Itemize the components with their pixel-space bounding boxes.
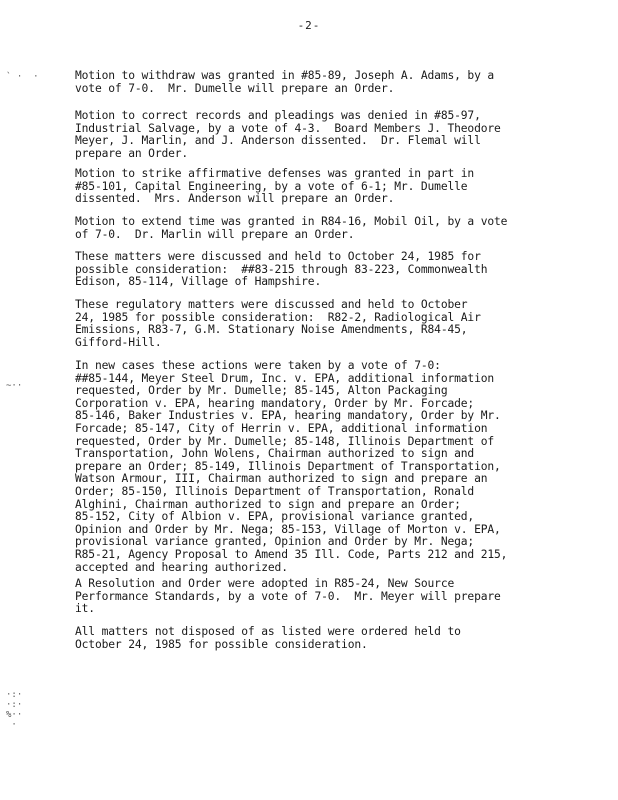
paragraph-all-matters: All matters not disposed of as listed were ordered held to October 24, 1985 for possible consideration.: [75, 625, 461, 651]
paragraph-new-cases: In new cases these actions were taken by a vote of 7-0: ##85-144, Meyer Steel Drum, Inc. v. EPA, additional information requested, Order by Mr. Dumelle; 85-145, Alton Packaging Corporation v. EPA, hearing mandatory, Order by Mr. Forcade; 85-146, Baker Industries v. EPA, hearing mandatory, Order by Mr. Forcade; 85-147, City of Herrin v. EPA, additional information requested, Order by Mr. Dumelle; 85-148, Illinois Department of Transportation, John Wolens, Chairman authorized to sign and prepare an Order; 85-149, Illinois Department of Transportation, Watson Armour, III, Chairman authorized to sign and prepare an Order; 85-150, Illinois Department of Transportation, Ronald Alghini, Chairman authorized to sign and prepare an Order; 85-152, City of Albion v. EPA, provisional variance granted, Opinion and Order by Mr. Nega; 85-153, Village of Morton v. EPA, provisional variance granted, Opinion and Order by Mr. Nega; R85-21, Agency Proposal to Amend 35 Ill. Code, Parts 212 and 215, accepted and hearing authorized.: [75, 359, 508, 574]
paragraph-correct-records: Motion to correct records and pleadings was denied in #85-97, Industrial Salvage, by a vote of 4-3. Board Members J. Theodore Meyer, J. Marlin, and J. Anderson dissented. Dr. Flemal will prepare an Order.: [75, 109, 501, 160]
paragraph-withdraw: Motion to withdraw was granted in #85-89, Joseph A. Adams, by a vote of 7-0. Mr. Dumelle will prepare an Order.: [75, 69, 495, 95]
margin-mark-top: ` · ·: [6, 72, 39, 82]
paragraph-held-matters: These matters were discussed and held to October 24, 1985 for possible consideration: ##83-215 through 83-223, Commonwealth Edison, 85-114, Village of Hampshire.: [75, 250, 488, 289]
margin-mark-middle: ~··: [6, 381, 23, 391]
paragraph-extend-time: Motion to extend time was granted in R84-16, Mobil Oil, by a vote of 7-0. Dr. Marlin will prepare an Order.: [75, 215, 508, 241]
page-number: -2-: [297, 19, 321, 32]
paragraph-regulatory-matters: These regulatory matters were discussed and held to October 24, 1985 for possible consideration: R82-2, Radiological Air Emissions, R83-7, G.M. Stationary Noise Amendments, R84-45, Gifford-Hill.: [75, 298, 481, 349]
paragraph-resolution: A Resolution and Order were adopted in R85-24, New Source Performance Standards, by a vote of 7-0. Mr. Meyer will prepare it.: [75, 577, 501, 616]
paragraph-strike-defenses: Motion to strike affirmative defenses was granted in part in #85-101, Capital Engineering, by a vote of 6-1; Mr. Dumelle dissented. Mrs. Anderson will prepare an Order.: [75, 167, 475, 206]
margin-mark-bottom: ·:· ·:· %·· ·: [6, 690, 23, 730]
